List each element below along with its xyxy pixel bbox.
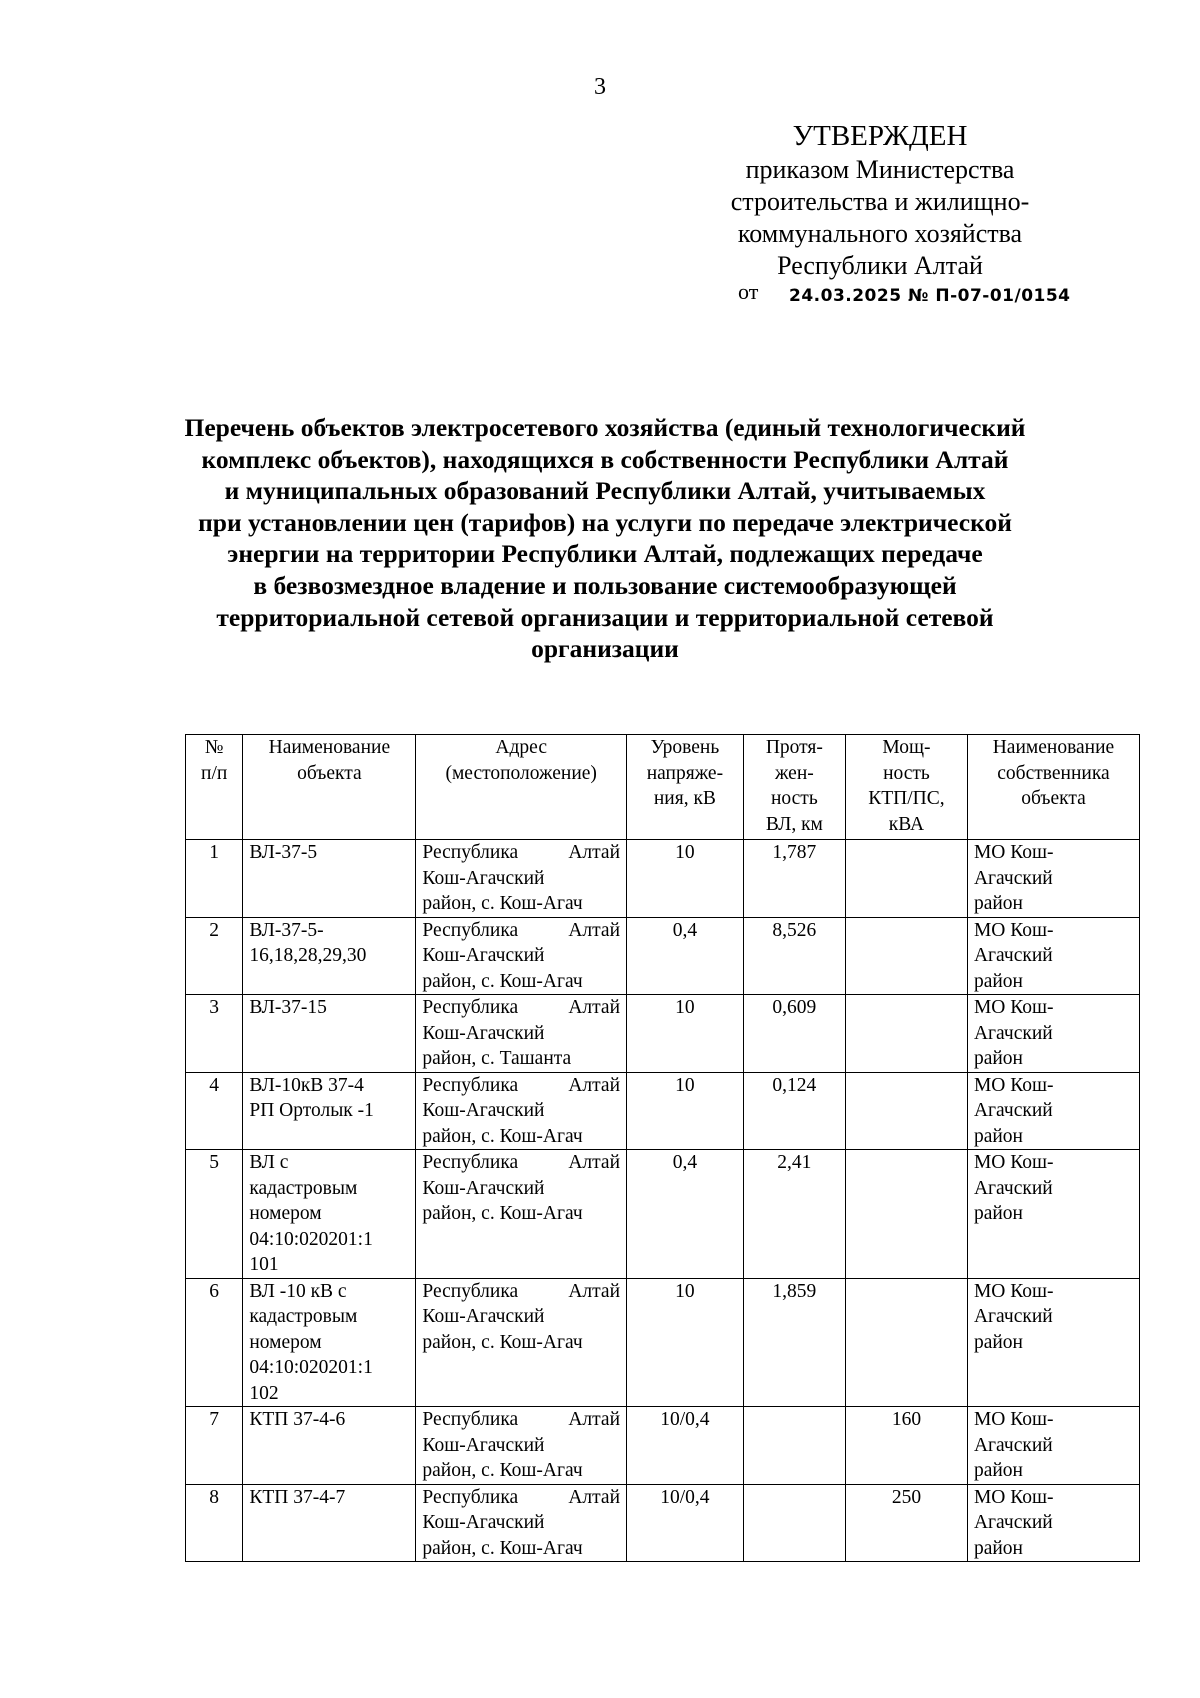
object-name-line: 102 xyxy=(249,1382,279,1404)
owner-name-line: МО Кош- xyxy=(973,997,1054,1018)
row-number: 2 xyxy=(186,917,243,995)
owner-name-line: Агачский xyxy=(973,1434,1053,1456)
object-address xyxy=(416,917,627,995)
column-header-line: напряже- xyxy=(646,762,724,784)
line-length: 0,609 xyxy=(743,995,845,1073)
owner-name-line: Агачский xyxy=(973,1022,1053,1044)
address-line: район, с. Кош-Агач xyxy=(422,1460,583,1481)
owner-name-line: район xyxy=(973,970,1023,992)
address-word: Республика xyxy=(422,997,519,1018)
object-name xyxy=(243,995,416,1073)
page-number: 3 xyxy=(594,74,606,100)
owner-name-line: район xyxy=(973,893,1023,914)
line-length xyxy=(743,1484,845,1562)
line-length xyxy=(743,1407,845,1485)
objects-table xyxy=(185,734,1140,1562)
object-name-line: ВЛ -10 кВ с xyxy=(249,1280,347,1302)
voltage-level: 10/0,4 xyxy=(627,1407,744,1485)
address-first-line xyxy=(422,840,620,866)
column-header-line: ния, кВ xyxy=(653,788,716,809)
address-word: Алтай xyxy=(568,1280,621,1302)
object-name xyxy=(243,840,416,918)
object-name-line: КТП 37-4-7 xyxy=(249,1486,346,1508)
owner-name-line: МО Кош- xyxy=(973,1074,1054,1096)
approval-heading: УТВЕРЖДЕН xyxy=(792,120,968,152)
column-header-line: кВА xyxy=(888,813,925,835)
object-name-line: 16,18,28,29,30 xyxy=(249,945,367,966)
object-address xyxy=(416,1484,627,1562)
owner-name-line: МО Кош- xyxy=(973,1280,1054,1302)
address-first-line xyxy=(422,1485,620,1511)
address-word: Алтай xyxy=(568,1074,621,1096)
address-word: Республика xyxy=(422,842,519,863)
object-name xyxy=(243,1484,416,1562)
object-name-line: ВЛ-37-5 xyxy=(249,842,318,863)
owner-name xyxy=(967,1150,1139,1279)
table-header xyxy=(186,735,1140,840)
column-header-line: Адрес xyxy=(495,737,547,758)
row-number: 4 xyxy=(186,1072,243,1150)
address-word: Алтай xyxy=(568,997,621,1018)
voltage-level: 0,4 xyxy=(627,917,744,995)
substation-power xyxy=(845,1072,967,1150)
column-header xyxy=(743,735,845,840)
address-line: район, с. Кош-Агач xyxy=(422,893,583,914)
title-line: энергии на территории Республики Алтай, подлежащих передаче xyxy=(227,539,983,569)
owner-name-line: район xyxy=(973,1048,1023,1069)
voltage-level: 10 xyxy=(627,840,744,918)
title-line: и муниципальных образований Республики Алтай, учитываемых xyxy=(224,476,986,506)
document-title xyxy=(150,412,1060,665)
title-line: в безвозмездное владение и пользование системообразующей xyxy=(253,570,957,600)
object-address xyxy=(416,1150,627,1279)
object-name xyxy=(243,1278,416,1407)
table-row xyxy=(186,1407,1140,1485)
address-line: Кош-Агачский xyxy=(422,1177,545,1199)
approval-line: коммунального хозяйства xyxy=(737,219,1023,248)
title-line: территориальной сетевой организации и территориальной сетевой xyxy=(216,602,994,632)
address-word: Республика xyxy=(422,1074,519,1096)
object-name-line: номером xyxy=(249,1331,322,1353)
address-word: Республика xyxy=(422,919,519,941)
header-row xyxy=(186,735,1140,840)
object-address xyxy=(416,1072,627,1150)
title-line: Перечень объектов электросетевого хозяйства (единый технологический xyxy=(184,413,1026,442)
owner-name xyxy=(967,1072,1139,1150)
owner-name-line: МО Кош- xyxy=(973,1409,1054,1430)
owner-name-line: район xyxy=(973,1537,1023,1559)
owner-name xyxy=(967,995,1139,1073)
substation-power xyxy=(845,840,967,918)
object-name-line: КТП 37-4-6 xyxy=(249,1409,346,1430)
title-line: комплекс объектов), находящихся в собственности Республики Алтай xyxy=(201,444,1009,474)
column-header-line: Протя- xyxy=(765,737,823,758)
substation-power xyxy=(845,917,967,995)
line-length: 2,41 xyxy=(743,1150,845,1279)
voltage-level: 10 xyxy=(627,995,744,1073)
object-name-line: 101 xyxy=(249,1254,279,1275)
column-header-line: КТП/ПС, xyxy=(868,788,945,809)
column-header-line: № xyxy=(204,737,224,758)
owner-name-line: МО Кош- xyxy=(973,1152,1054,1173)
address-word: Республика xyxy=(422,1280,519,1302)
voltage-level: 10 xyxy=(627,1278,744,1407)
column-header-line: объекта xyxy=(297,762,362,784)
substation-power xyxy=(845,995,967,1073)
address-line: район, с. Кош-Агач xyxy=(422,1203,583,1224)
substation-power: 160 xyxy=(845,1407,967,1485)
owner-name xyxy=(967,1407,1139,1485)
address-word: Алтай xyxy=(568,919,621,941)
address-line: Кош-Агачский xyxy=(422,1100,545,1121)
column-header xyxy=(627,735,744,840)
column-header xyxy=(416,735,627,840)
table-row xyxy=(186,1278,1140,1407)
table-body xyxy=(186,840,1140,1562)
substation-power xyxy=(845,1278,967,1407)
title-line: при установлении цен (тарифов) на услуги по передаче электрической xyxy=(198,507,1012,537)
owner-name-line: Агачский xyxy=(973,1512,1053,1533)
object-name-line: номером xyxy=(249,1203,322,1224)
voltage-level: 10 xyxy=(627,1072,744,1150)
address-line: район, с. Кош-Агач xyxy=(422,1331,583,1353)
address-line: район, с. Кош-Агач xyxy=(422,1537,583,1559)
date-prefix: от xyxy=(738,279,759,304)
approval-block xyxy=(690,118,1070,282)
address-line: Кош-Агачский xyxy=(422,867,545,889)
substation-power: 250 xyxy=(845,1484,967,1562)
address-first-line xyxy=(422,1407,620,1433)
owner-name-line: район xyxy=(973,1331,1023,1353)
table-row xyxy=(186,917,1140,995)
address-first-line xyxy=(422,1073,620,1099)
object-name xyxy=(243,917,416,995)
object-name-line: кадастровым xyxy=(249,1306,358,1327)
object-name-line: ВЛ-37-5- xyxy=(249,919,324,941)
owner-name-line: Агачский xyxy=(973,867,1053,889)
table-row xyxy=(186,995,1140,1073)
column-header-line: Наименование xyxy=(992,737,1115,758)
owner-name xyxy=(967,840,1139,918)
line-length: 8,526 xyxy=(743,917,845,995)
object-address xyxy=(416,995,627,1073)
column-header-line: Наименование xyxy=(268,737,391,758)
table-row xyxy=(186,1484,1140,1562)
owner-name xyxy=(967,1484,1139,1562)
approval-line: строительства и жилищно- xyxy=(730,187,1030,216)
column-header-line: ВЛ, км xyxy=(765,813,823,835)
address-line: Кош-Агачский xyxy=(422,1022,545,1044)
line-length: 0,124 xyxy=(743,1072,845,1150)
owner-name-line: Агачский xyxy=(973,1306,1053,1327)
column-header-line: ность xyxy=(883,762,930,784)
column-header-line: собственника xyxy=(997,762,1110,784)
object-name xyxy=(243,1407,416,1485)
object-address xyxy=(416,1407,627,1485)
object-name-line: ВЛ с xyxy=(249,1152,289,1173)
object-name-line: РП Ортолык -1 xyxy=(249,1100,374,1121)
row-number: 7 xyxy=(186,1407,243,1485)
owner-name xyxy=(967,917,1139,995)
address-first-line xyxy=(422,918,620,944)
owner-name-line: Агачский xyxy=(973,945,1053,966)
approval-line: Республики Алтай xyxy=(777,251,983,280)
approval-line: приказом Министерства xyxy=(745,155,1015,184)
object-name-line: ВЛ-10кВ 37-4 xyxy=(249,1074,364,1096)
address-word: Республика xyxy=(422,1486,519,1508)
address-first-line xyxy=(422,995,620,1021)
line-length: 1,787 xyxy=(743,840,845,918)
column-header-line: п/п xyxy=(201,762,228,784)
column-header-line: (местоположение) xyxy=(445,762,597,784)
row-number: 6 xyxy=(186,1278,243,1407)
owner-name-line: МО Кош- xyxy=(973,919,1054,941)
row-number: 3 xyxy=(186,995,243,1073)
object-name xyxy=(243,1150,416,1279)
owner-name-line: МО Кош- xyxy=(973,1486,1054,1508)
table-row xyxy=(186,1150,1140,1279)
owner-name-line: район xyxy=(973,1460,1023,1481)
owner-name xyxy=(967,1278,1139,1407)
column-header xyxy=(845,735,967,840)
row-number: 8 xyxy=(186,1484,243,1562)
address-line: Кош-Агачский xyxy=(422,1434,545,1456)
address-word: Алтай xyxy=(568,1152,621,1173)
row-number: 1 xyxy=(186,840,243,918)
column-header-line: Мощ- xyxy=(882,737,931,758)
object-name xyxy=(243,1072,416,1150)
substation-power xyxy=(845,1150,967,1279)
address-line: Кош-Агачский xyxy=(422,945,545,966)
line-length: 1,859 xyxy=(743,1278,845,1407)
table-row xyxy=(186,1072,1140,1150)
address-line: район, с. Ташанта xyxy=(422,1048,572,1069)
voltage-level: 0,4 xyxy=(627,1150,744,1279)
address-word: Алтай xyxy=(568,1409,621,1430)
object-name-line: ВЛ-37-15 xyxy=(249,997,327,1018)
address-line: район, с. Кош-Агач xyxy=(422,970,583,992)
owner-name-line: МО Кош- xyxy=(973,842,1054,863)
owner-name-line: Агачский xyxy=(973,1177,1053,1199)
order-date-number: 24.03.2025 № П-07-01/0154 xyxy=(789,286,1071,306)
address-first-line xyxy=(422,1150,620,1176)
address-word: Алтай xyxy=(568,842,621,863)
address-word: Алтай xyxy=(568,1486,621,1508)
column-header-line: ность xyxy=(770,788,818,809)
address-line: Кош-Агачский xyxy=(422,1512,545,1533)
column-header-line: объекта xyxy=(1021,788,1086,809)
title-line: организации xyxy=(531,634,679,664)
column-header xyxy=(967,735,1139,840)
address-line: район, с. Кош-Агач xyxy=(422,1125,583,1147)
object-name-line: 04:10:020201:1 xyxy=(249,1228,373,1250)
owner-name-line: Агачский xyxy=(973,1100,1053,1121)
address-line: Кош-Агачский xyxy=(422,1306,545,1327)
object-address xyxy=(416,1278,627,1407)
address-word: Республика xyxy=(422,1409,519,1430)
column-header xyxy=(243,735,416,840)
object-name-line: кадастровым xyxy=(249,1177,358,1199)
row-number: 5 xyxy=(186,1150,243,1279)
column-header-line: Уровень xyxy=(650,737,720,758)
object-address xyxy=(416,840,627,918)
address-word: Республика xyxy=(422,1152,519,1173)
column-header xyxy=(186,735,243,840)
owner-name-line: район xyxy=(973,1125,1023,1147)
address-first-line xyxy=(422,1279,620,1305)
column-header-line: жен- xyxy=(774,762,814,784)
table-row xyxy=(186,840,1140,918)
voltage-level: 10/0,4 xyxy=(627,1484,744,1562)
owner-name-line: район xyxy=(973,1203,1023,1224)
object-name-line: 04:10:020201:1 xyxy=(249,1357,373,1378)
